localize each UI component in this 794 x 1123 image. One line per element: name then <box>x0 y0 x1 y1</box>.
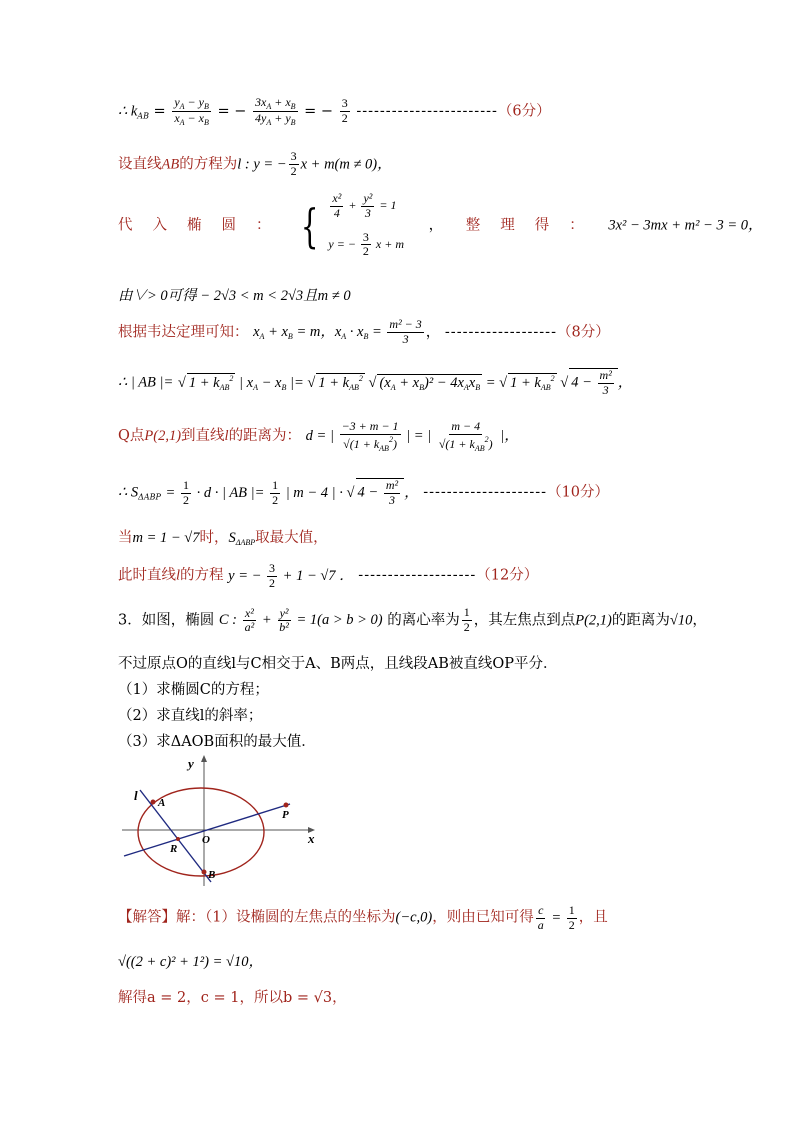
line-equation-setup: 设直线AB的方程为l : y = − $\frac{3}{2}$ x + m(m ≠ 0)， <box>118 149 392 178</box>
label-o: O <box>202 834 210 846</box>
point-p <box>284 803 289 808</box>
y-axis-arrow <box>201 755 207 762</box>
label-x: x <box>308 831 315 846</box>
problem-3-line2: 不过原点O的直线l与C相交于A、B两点，且线段AB被直线OP平分． <box>118 656 558 672</box>
final-line-equation: 此时直线l的方程 y = − $\frac{3}{2}$ + 1 − √7 ． --------------------（12分） <box>118 561 539 590</box>
answer-line-2: √((2 + c)² + 1²) = √10， <box>118 954 263 970</box>
ellipse-figure <box>118 754 328 889</box>
label-r: R <box>170 843 178 855</box>
score-8: （8分） <box>556 324 610 341</box>
label-y: y <box>188 756 194 771</box>
formula-k-ab: ∴ $k_{AB}$ = $\frac{y_A - y_B}{x_A - x_B}$ = − $\frac{3x_A + x_B}{4y_A + y_B}$ = − $\frac{3}{2}$ ------------------------（6分） <box>118 95 551 128</box>
score-12: （12分） <box>476 567 539 584</box>
point-b <box>202 870 207 875</box>
label-b: B <box>208 869 216 881</box>
point-r <box>176 837 180 841</box>
area-formula: ∴ $S_{\Delta ABP}$ = $\frac{1}{2}$ · d · | AB |= $\frac{1}{2}$ | m − 4 | · √ 4 − $\frac{\text{m²}}{3}$ ， ---------------------（10分） <box>118 478 610 507</box>
line-l <box>140 790 211 882</box>
chord-length: ∴ | AB |= √ $1 + k_{AB}^2$ | $x_A - x_B$ |= √ $1 + k_{AB}^2$ √ $(x_A + x_B)^2 - 4x_Ax_B$ = √ $1 + k_{AB}^2$ √ 4 − $\frac{\text{m²}}{3}$ ， <box>118 368 633 397</box>
distance-formula: Q点P(2,1)到直线l的距离为： d = | $\frac{-3 + m - 1}{√(1 + k_{AB}^2)}$ | = | $\frac{m - 4}{√(1 + k_{AB}^2)}$ |， <box>118 419 519 453</box>
label-l: l <box>134 788 138 803</box>
score-10: （10分） <box>547 484 610 501</box>
answer-line-1: 【解答】解：（1）设椭圆的左焦点的坐标为(−c,0)，则由已知可得 $\frac{c}{a}$ = $\frac{1}{2}$ ，且 <box>118 903 608 932</box>
vieta-line: 根据韦达定理可知： $x_A + x_B = m$，$x_A \cdot x_B$ = $\frac{\text{m² − 3}}{3}$ ， -------------------（8分） <box>118 317 610 346</box>
answer-line-3: 解得a = 2，c = 1，所以b = √3， <box>118 990 347 1006</box>
max-condition: 当m = 1 − √7时，$S_{\Delta ABP}$取最大值， <box>118 530 328 547</box>
discriminant-condition: 由∨> 0可得 − 2√3 < m < 2√3且m ≠ 0 <box>118 288 351 304</box>
question-3: （3）求ΔAOB面积的最大值． <box>118 734 316 750</box>
substitution-system: 代入椭圆： { $\frac{\text{x²}}{4}$ + $\frac{\text{y²}}{3}$ = 1 y = − $\frac{3}{2}$ x + m ， 整理得： 3x² − 3mx + m² − 3 = 0， <box>118 191 763 259</box>
point-a <box>151 800 156 805</box>
score-6: （6分） <box>497 103 551 120</box>
question-2: （2）求直线l的斜率； <box>118 708 263 724</box>
label-p: P <box>282 809 289 821</box>
label-a: A <box>158 797 166 809</box>
question-1: （1）求椭圆C的方程； <box>118 682 269 698</box>
problem-3-statement: 3．如图，椭圆 C : $\frac{\text{x²}}{\text{a²}}$ + $\frac{\text{y²}}{\text{b²}}$ = 1(a > b > 0) 的离心率为 $\frac{1}{2}$ ，其左焦点到点P(2,1)的距离为√10， <box>118 605 707 635</box>
